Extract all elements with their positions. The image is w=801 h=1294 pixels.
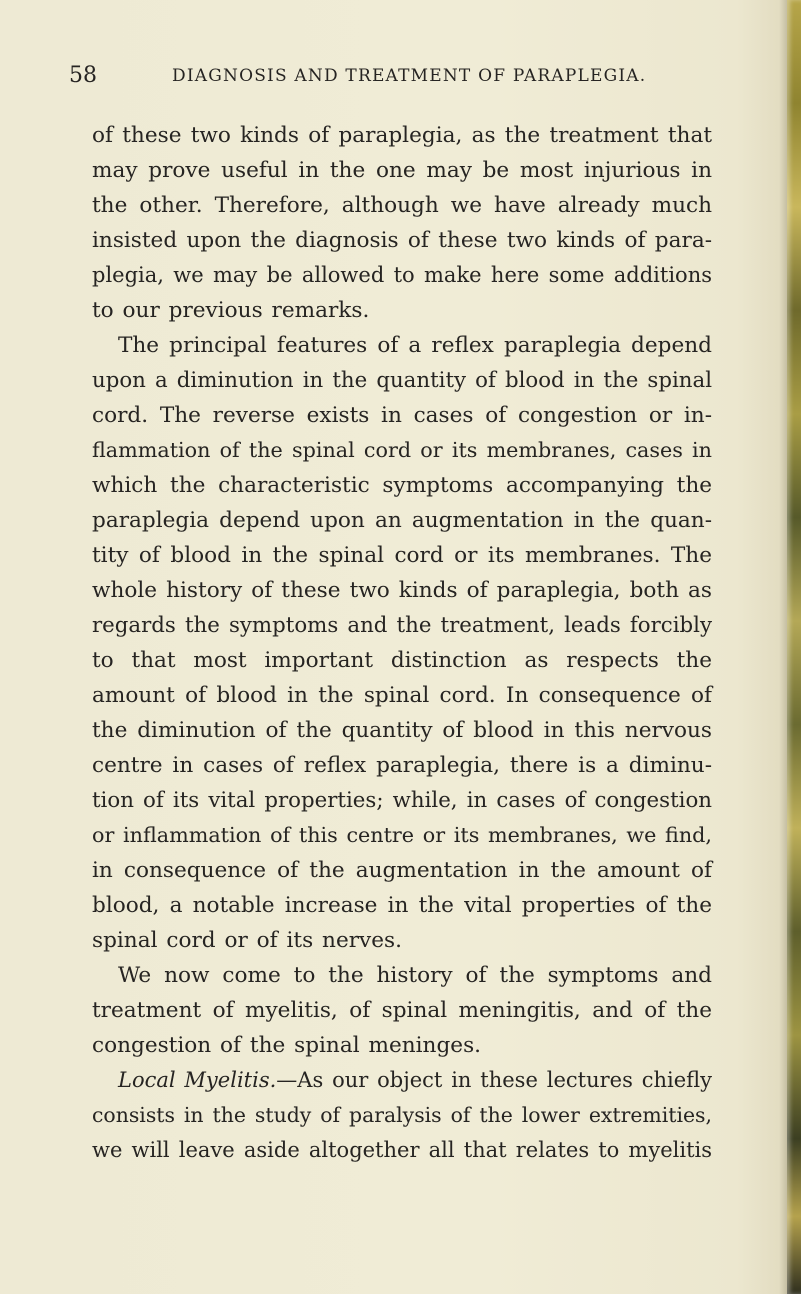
text-line: cord. The reverse exists in cases of congestion or in- [92,403,712,428]
text-line: we will leave aside altogether all that relates to myelitis [92,1138,712,1162]
text-line: which the characteristic symptoms accompanying the [92,473,712,498]
section-heading-continuation: —As our object in these lectures chiefly [276,1068,712,1092]
text-line: The principal features of a reflex paraplegia depend [118,333,712,358]
page-edge-shadow [779,0,787,1294]
body-text [92,118,712,1168]
text-line: We now come to the history of the symptoms and [118,963,712,988]
text-line: tion of its vital properties; while, in cases of congestion [92,788,712,813]
text-line: treatment of myelitis, of spinal meningitis, and of the [92,998,712,1023]
running-head: DIAGNOSIS AND TREATMENT OF PARAPLEGIA. [172,66,647,86]
text-line: tity of blood in the spinal cord or its membranes. The [92,543,712,568]
text-line: upon a diminution in the quantity of blood in the spinal [92,368,712,393]
text-line: to that most important distinction as respects the [92,648,712,673]
text-line: insisted upon the diagnosis of these two kinds of para- [92,228,712,253]
text-line: regards the symptoms and the treatment, leads forcibly [92,613,712,638]
text-line: may prove useful in the one may be most injurious in [92,158,712,183]
text-line: centre in cases of reflex paraplegia, there is a diminu- [92,753,712,778]
section-heading-line [92,1063,712,1098]
text-line: the other. Therefore, although we have already much [92,193,712,218]
text-line: to our previous remarks. [92,298,370,323]
text-line: the diminution of the quantity of blood in this nervous [92,718,712,743]
page-header [69,61,729,91]
text-line: spinal cord or of its nerves. [92,928,402,953]
text-line: whole history of these two kinds of paraplegia, both as [92,578,712,603]
text-line: or inflammation of this centre or its membranes, we find, [92,823,712,847]
text-line: plegia, we may be allowed to make here some additions [92,263,712,287]
text-line: consists in the study of paralysis of the lower extremities, [92,1103,712,1127]
text-line: congestion of the spinal meninges. [92,1033,482,1058]
text-line: blood, a notable increase in the vital properties of the [92,893,712,918]
text-line: in consequence of the augmentation in the amount of [92,858,712,883]
text-line: paraplegia depend upon an augmentation in the quan- [92,508,712,533]
gilded-page-edge [787,0,801,1294]
text-line: of these two kinds of paraplegia, as the treatment that [92,123,712,148]
page-number: 58 [69,63,97,88]
text-line: amount of blood in the spinal cord. In consequence of [92,683,712,708]
text-line: flammation of the spinal cord or its membranes, cases in [92,438,712,462]
section-heading: Local Myelitis. [118,1068,277,1092]
